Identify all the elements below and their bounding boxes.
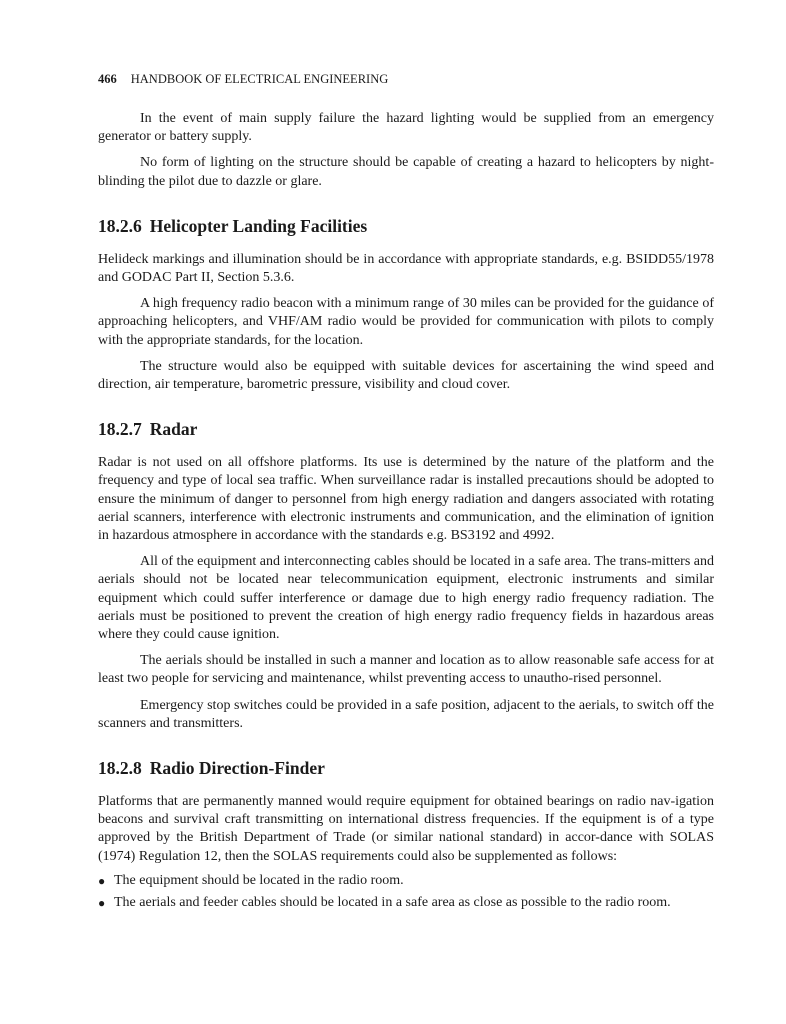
section-number: 18.2.8 (98, 758, 142, 779)
section-title: Radio Direction-Finder (149, 758, 325, 779)
paragraph: Helideck markings and illumination should be in accordance with appropriate standards, e.g. BSIDD55/1978 and GODAC Part II, Section 5.3.6. (98, 251, 714, 286)
bullet-icon: ● (98, 896, 106, 911)
paragraph: No form of lighting on the structure should be capable of creating a hazard to helicopters by night-blinding the pilot due to dazzle or glare. (98, 155, 714, 189)
running-head (98, 70, 714, 88)
paragraph: A high frequency radio beacon with a minimum range of 30 miles can be provided for the guidance of approaching helicopters, and VHF/AM radio would be provided for communication with pilots to comply with the appropriate standards, for the location. (98, 296, 714, 348)
page-number: 466 (98, 71, 117, 86)
list-item-text: The aerials and feeder cables should be located in a safe area as close as possible to the radio room. (114, 895, 671, 911)
paragraph: Radar is not used on all offshore platforms. Its use is determined by the nature of the platform and the frequency and type of local sea traffic. When surveillance radar is installed precautions should be adopted to ensure the minimum of danger to personnel from high energy radiation and dangers associated with rotating aerial scanners, interference with electronic instruments and communication, and the elimination of ignition in hazardous atmosphere in accordance with the standards e.g. BS3192 and 4992. (98, 455, 714, 544)
paragraph: Platforms that are permanently manned would require equipment for obtained bearings on radio nav-igation beacons and survival craft transmitting on international distress frequencies. If the equipment is of a type approved by the British Department of Trade (or similar national standard) in accor-dance with SOLAS (1974) Regulation 12, then the SOLAS requirements could also be supplemented as follows: (98, 794, 714, 864)
page (98, 70, 714, 916)
section-heading-18-2-6 (98, 215, 714, 237)
section-heading-18-2-7 (98, 418, 714, 440)
paragraph: The structure would also be equipped with suitable devices for ascertaining the wind speed and direction, air temperature, barometric pressure, visibility and cloud cover. (98, 358, 714, 393)
book-title: HANDBOOK OF ELECTRICAL ENGINEERING (130, 71, 389, 86)
bullet-list (98, 872, 714, 912)
section-number: 18.2.7 (98, 419, 142, 440)
bullet-icon: ● (98, 873, 106, 888)
paragraph: The aerials should be installed in such a manner and location as to allow reasonable safe access for at least two people for servicing and maintenance, whilst preventing access to unautho-rised personnel. (98, 653, 714, 687)
section-title: Radar (149, 419, 198, 440)
list-item-text: The equipment should be located in the radio room. (114, 872, 404, 888)
section-title: Helicopter Landing Facilities (149, 215, 368, 236)
paragraph: All of the equipment and interconnecting cables should be located in a safe area. The trans-mitters and aerials should not be located near telecommunication equipment, electronic instruments and similar equipment which could suffer interference or damage due to high energy radio frequency radiation. The aerials must be positioned to prevent the creation of high energy radio frequency fields in hazardous areas where they could cause ignition. (98, 554, 714, 643)
paragraph: In the event of main supply failure the hazard lighting would be supplied from an emergency generator or battery supply. (98, 111, 714, 145)
section-number: 18.2.6 (98, 215, 142, 236)
section-heading-18-2-8 (98, 757, 714, 779)
paragraph: Emergency stop switches could be provided in a safe position, adjacent to the aerials, to switch off the scanners and transmitters. (98, 697, 714, 731)
list-item (98, 872, 714, 890)
list-item (98, 894, 714, 912)
